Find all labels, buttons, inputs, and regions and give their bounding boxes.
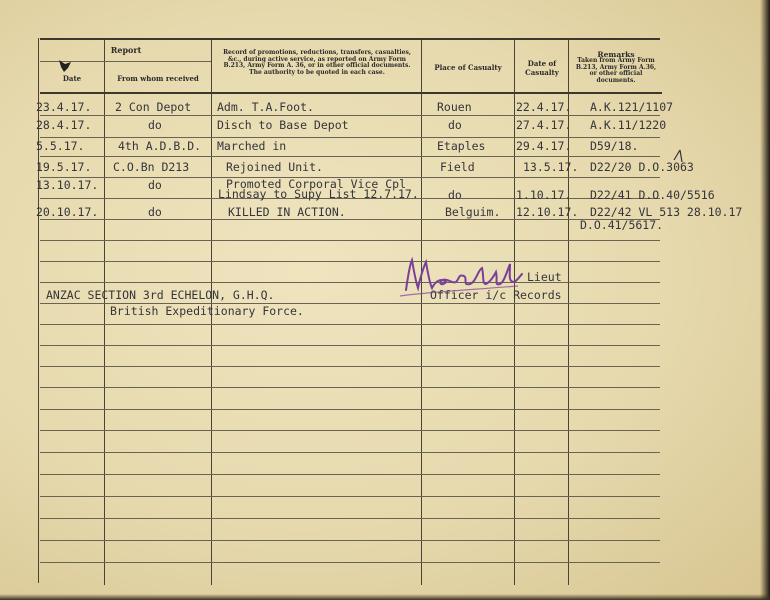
- row-record: Marched in: [217, 139, 287, 153]
- row-place: Belguim.: [445, 205, 501, 219]
- row-rule: [40, 345, 660, 346]
- row-rule: [40, 240, 660, 241]
- row-place: Etaples: [437, 139, 486, 153]
- header-record-line: Record of promotions, reductions, transfers, casualties,: [223, 49, 411, 56]
- row-date: 19.5.17.: [36, 160, 92, 174]
- row-remarks: A.K.121/1107: [590, 100, 674, 114]
- col-rule-date: [104, 40, 105, 585]
- row-place: Field: [440, 160, 475, 174]
- row-date: 13.10.17.: [36, 178, 99, 192]
- header-remarks: Remarks: [597, 50, 635, 59]
- header-report: Report: [110, 45, 142, 55]
- row-place: do: [448, 118, 462, 132]
- header-bottom-rule: [40, 92, 662, 94]
- header-date: Date: [62, 74, 82, 83]
- lieut-label: Lieut: [527, 270, 562, 284]
- row-casualty-date: 22.4.17.: [516, 100, 572, 114]
- row-record-cont: Lindsay to Supy List 12.7.17.: [218, 187, 419, 201]
- row-remarks: D22/20 D.O.3063: [590, 160, 694, 174]
- row-record: KILLED IN ACTION.: [228, 205, 346, 219]
- col-rule-record: [421, 40, 422, 585]
- row-remarks: A.K.11/1220: [590, 118, 667, 132]
- row-rule: [40, 219, 660, 220]
- row-remarks: D22/42 VL 513 28.10.17: [590, 205, 743, 219]
- row-place: Rouen: [437, 100, 472, 114]
- header-place: Place of Casualty: [434, 63, 502, 72]
- header-remarks-line: Taken from Army Form: [577, 57, 655, 64]
- row-record: Rejoined Unit.: [226, 160, 323, 174]
- row-date: 28.4.17.: [36, 118, 92, 132]
- row-from: do: [148, 178, 162, 192]
- row-rule: [40, 430, 660, 431]
- scan-edge-right: [760, 0, 770, 600]
- row-from: C.O.Bn D213: [113, 160, 190, 174]
- row-rule: [40, 496, 660, 497]
- row-from: do: [148, 205, 162, 219]
- header-remarks-line: documents.: [596, 76, 636, 84]
- row-rule: [40, 540, 660, 541]
- header-record-line: B.213, Army Form A. 36, or in other official documents.: [223, 62, 411, 69]
- header-remarks-line: B.213, Army Form A.36,: [575, 63, 657, 71]
- col-rule-place: [514, 40, 515, 585]
- tick-mark-icon: [672, 148, 692, 164]
- row-rule: [40, 452, 660, 453]
- row-rule: [40, 562, 660, 563]
- row-from: 4th A.D.B.D.: [118, 139, 202, 153]
- header-from-whom: From whom received: [117, 74, 199, 83]
- row-record: Adm. T.A.Foot.: [217, 100, 314, 114]
- scan-edge-bottom: [0, 594, 770, 600]
- row-record: Promoted Corporal Vice Cpl: [226, 177, 407, 191]
- row-casualty-date: 29.4.17.: [516, 139, 572, 153]
- row-date: 20.10.17.: [36, 205, 99, 219]
- ink-blot-icon: [56, 58, 74, 74]
- row-rule: [40, 474, 660, 475]
- header-remarks-line: or other official: [589, 70, 643, 77]
- row-casualty-date: 13.5.17.: [523, 160, 579, 174]
- header-date-casualty-2: Casualty: [525, 68, 559, 77]
- row-from: 2 Con Depot: [115, 100, 192, 114]
- officer-records-label: Officer i/c Records: [430, 288, 562, 302]
- row-rule: [40, 518, 660, 519]
- row-rule: [40, 409, 660, 410]
- row-rule: [40, 324, 660, 325]
- row-rule: [40, 387, 660, 388]
- row-remarks: D59/18.: [590, 139, 639, 153]
- row-record: Disch to Base Depot: [217, 118, 349, 132]
- row-remarks: D22/41 D.O.40/5516: [590, 188, 715, 202]
- row-remarks-cont: D.O.41/5617.: [580, 218, 664, 232]
- signature: [398, 252, 528, 300]
- header-record-line: &c., during active service, as reported on Army Form: [228, 55, 406, 63]
- row-rule: [40, 115, 660, 116]
- row-casualty-date: 12.10.17.: [516, 205, 579, 219]
- header-remarks-detail: [570, 58, 662, 84]
- row-date: 23.4.17.: [36, 100, 92, 114]
- anzac-section-label: ANZAC SECTION 3rd ECHELON, G.H.Q.: [46, 288, 275, 302]
- header-record-line: The authority to be quoted in each case.: [249, 68, 385, 76]
- row-date: 5.5.17.: [36, 139, 85, 153]
- row-rule: [40, 282, 660, 283]
- row-rule: [40, 366, 660, 367]
- row-place: do: [448, 188, 462, 202]
- header-date-casualty-1: Date of: [527, 59, 557, 68]
- header-top-rule: [40, 38, 660, 40]
- row-rule: [40, 156, 660, 157]
- row-casualty-date: 27.4.17.: [516, 118, 572, 132]
- row-rule: [40, 137, 660, 138]
- header-record: [214, 50, 420, 76]
- row-rule: [40, 261, 660, 262]
- bef-label: British Expeditionary Force.: [110, 304, 304, 318]
- row-casualty-date: 1.10.17.: [516, 188, 572, 202]
- row-from: do: [148, 118, 162, 132]
